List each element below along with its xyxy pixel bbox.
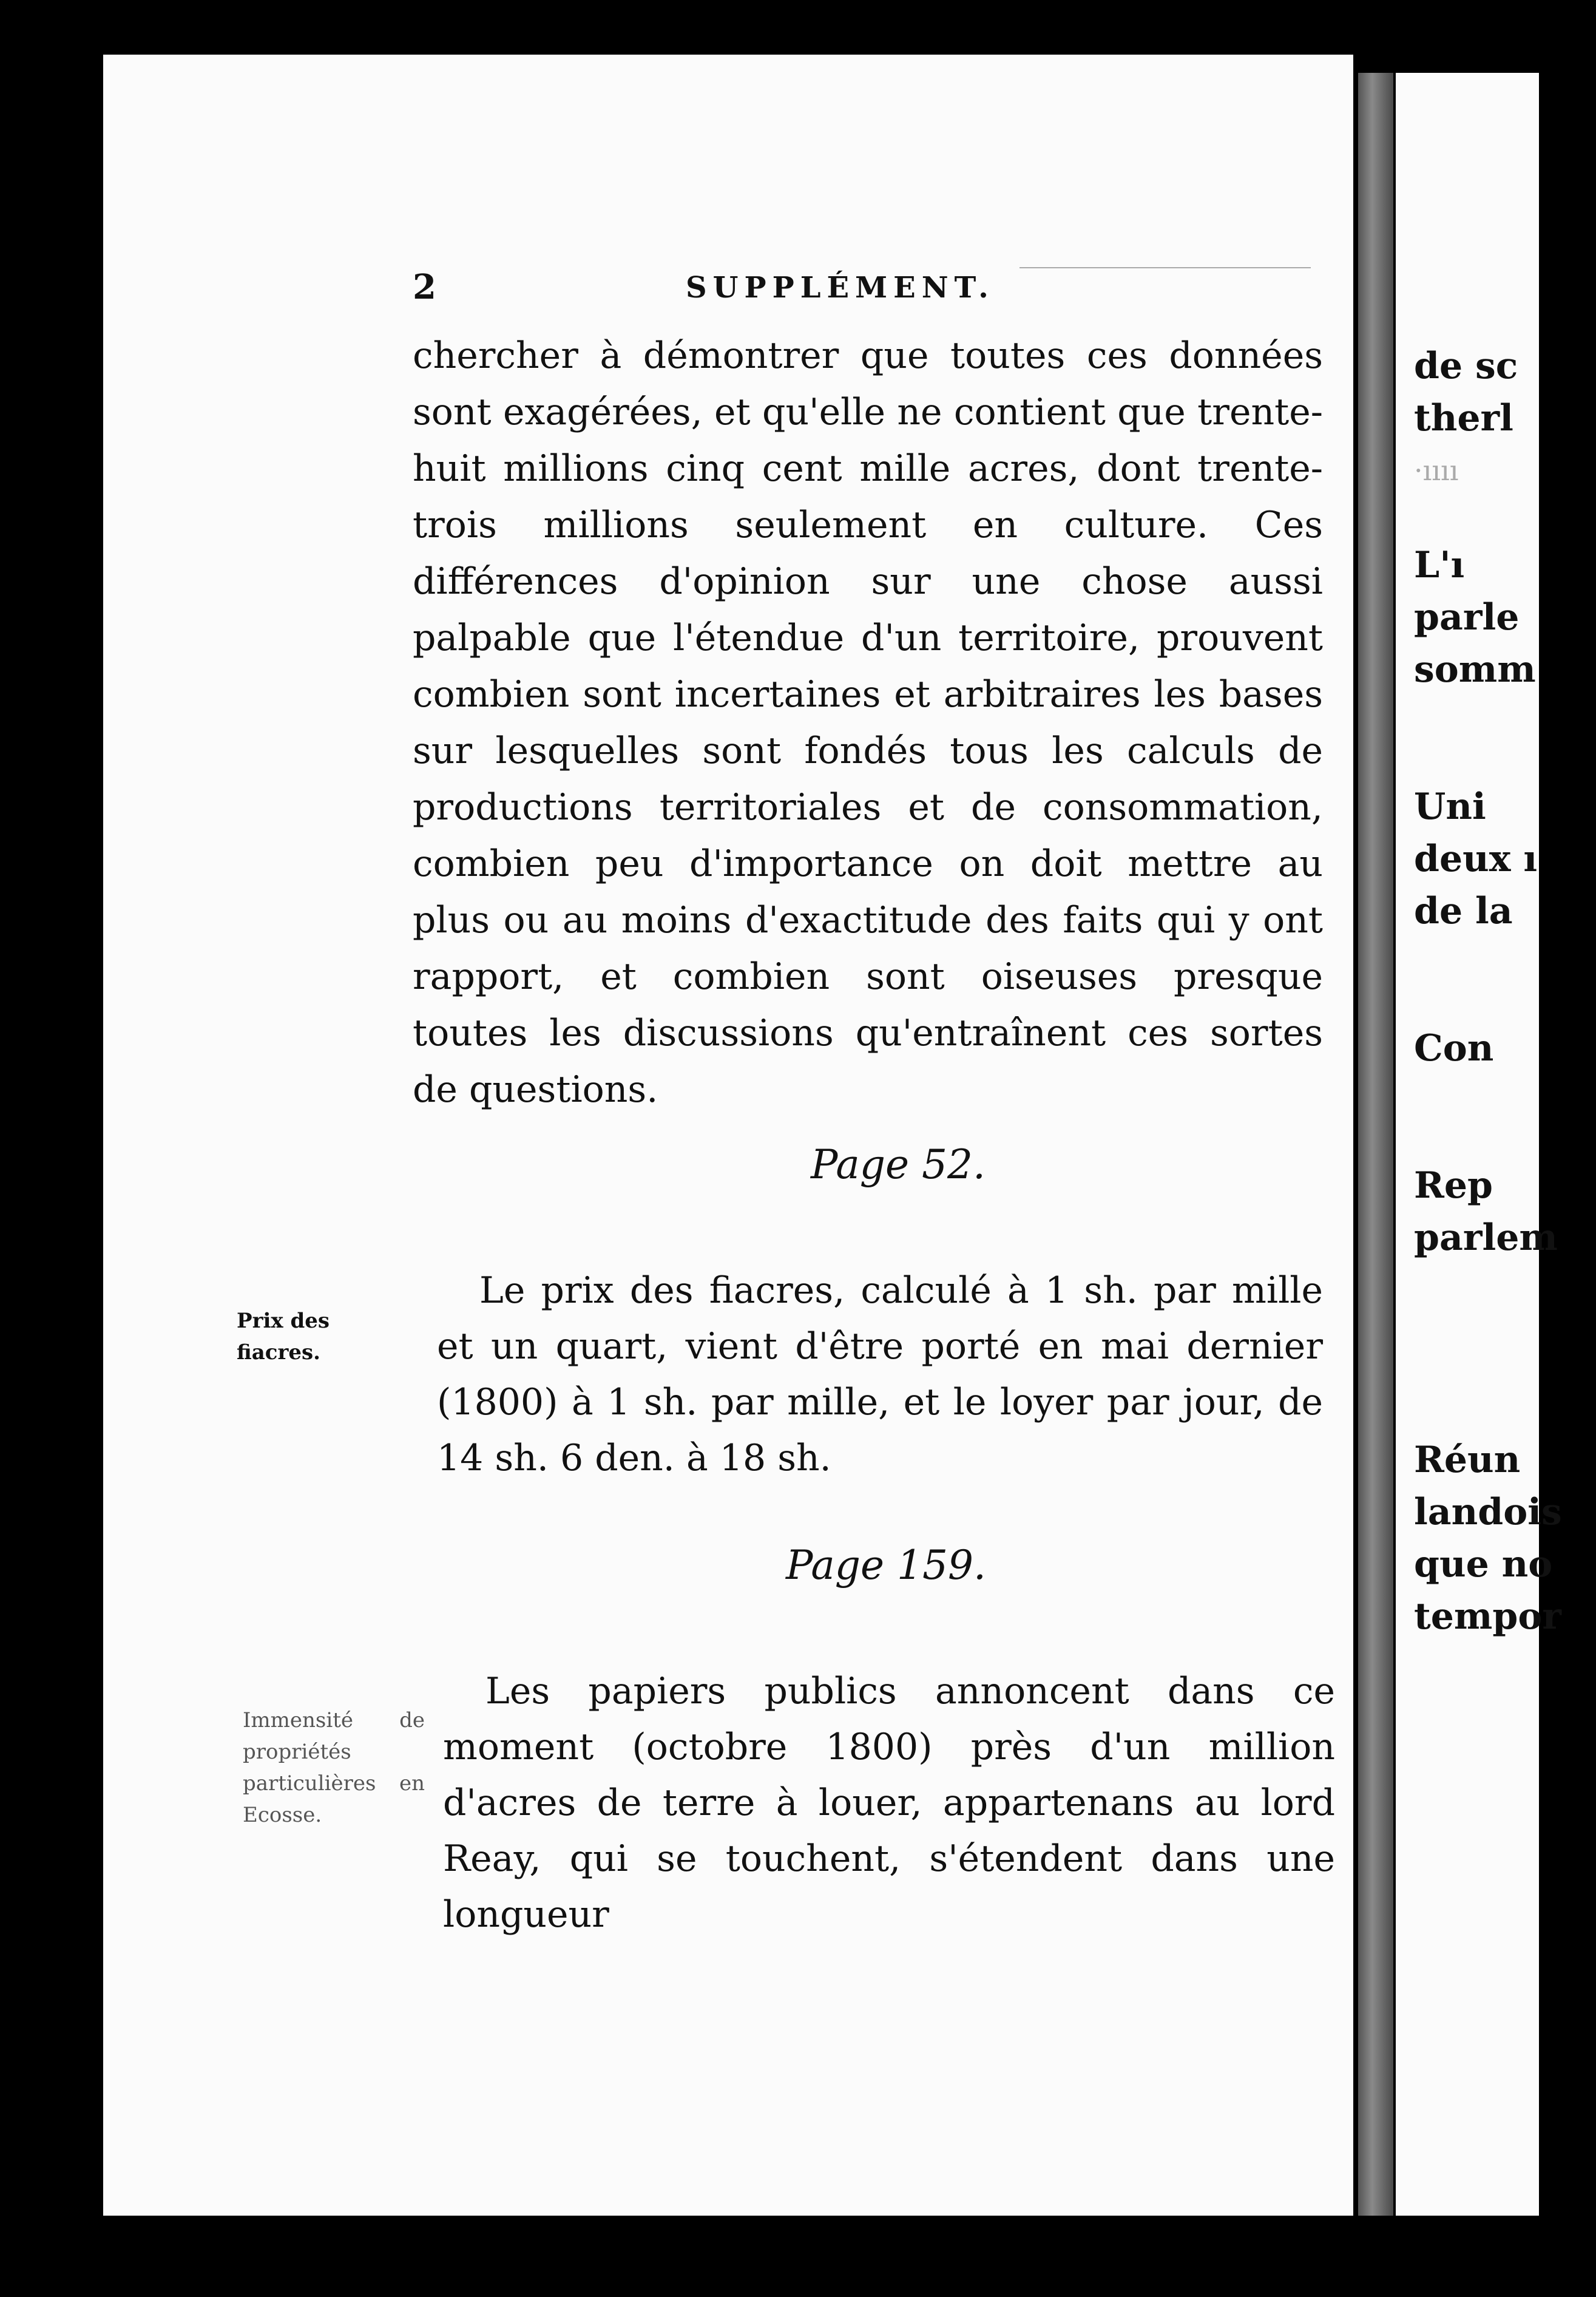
facing-fragment: [1414, 497, 1596, 539]
facing-fragment: [1414, 738, 1596, 781]
header-rule: [1019, 267, 1311, 268]
facing-fragment: [1414, 1074, 1596, 1117]
facing-fragment: [1414, 696, 1596, 738]
running-head: SUPPLÉMENT.: [686, 271, 995, 305]
facing-fragment: parle: [1414, 596, 1520, 639]
margin-note: Prix des fiacres.: [237, 1309, 330, 1365]
facing-fragment: [1414, 1117, 1596, 1159]
facing-fragment: Rep: [1414, 1164, 1493, 1207]
facing-fragment: [1414, 1349, 1596, 1391]
facing-fragment: Réun: [1414, 1439, 1521, 1481]
facing-fragment: ·ıııı: [1414, 454, 1459, 487]
facing-fragment: tempor: [1414, 1595, 1561, 1638]
facing-fragment: de sc: [1414, 345, 1518, 387]
page-number: 2: [413, 267, 436, 307]
facing-fragment: [1414, 1391, 1596, 1434]
facing-fragment: [1414, 1264, 1596, 1306]
book-gutter: [1358, 73, 1393, 2216]
body-paragraph: Le prix des fiacres, calculé à 1 sh. par mille et un quart, vient d'être porté en mai dernier (1800) à 1 sh. par mille, et le loyer par jour, de 14 sh. 6 den. à 18 sh.: [437, 1269, 1323, 1479]
facing-fragment: de la: [1414, 890, 1513, 932]
section-heading: Page 159.: [785, 1542, 987, 1589]
facing-fragment: [1414, 937, 1596, 980]
section-heading: Page 52.: [810, 1141, 986, 1188]
facing-page: [1396, 73, 1562, 2216]
facing-fragment: deux ı: [1414, 838, 1538, 880]
margin-note: Immensité de propriétés particulières en Ecosse.: [243, 1708, 425, 1827]
facing-fragment: [1414, 1306, 1596, 1349]
facing-fragment: therl: [1414, 397, 1513, 439]
facing-fragment: Con: [1414, 1027, 1494, 1070]
facing-fragment: L'ı: [1414, 544, 1465, 586]
facing-fragment: landois: [1414, 1491, 1562, 1533]
page-header: [413, 267, 1323, 316]
facing-fragment: Uni: [1414, 785, 1486, 828]
body-paragraph: Les papiers publics annoncent dans ce moment (octobre 1800) près d'un million d'acres de terre à louer, appartenans au lord Reay, qui se touchent, s'étendent dans une longueur: [443, 1670, 1335, 1936]
facing-fragment: parlem: [1414, 1216, 1558, 1259]
facing-fragment: somm: [1414, 648, 1536, 691]
body-paragraph: chercher à démontrer que toutes ces données sont exagérées, et qu'elle ne contient que trente-huit millions cinq cent mille acres, dont trente-trois millions seulement en culture. Ces différences d'opinion sur une chose aussi palpable que l'étendue d'un territoire, prouvent combien sont incertaines et arbitraires les bases sur lesquelles sont fondés tous les calculs de productions territoriales et de consommation, combien peu d'importance on doit mettre au plus ou au moins d'exactitude des faits qui y ont rapport, et combien sont oiseuses presque toutes les discussions qu'entraînent ces sortes de questions.: [413, 334, 1323, 1111]
facing-fragment: [1414, 980, 1596, 1022]
facing-page-text: [1414, 340, 1596, 1643]
facing-fragment: que no: [1414, 1543, 1553, 1586]
